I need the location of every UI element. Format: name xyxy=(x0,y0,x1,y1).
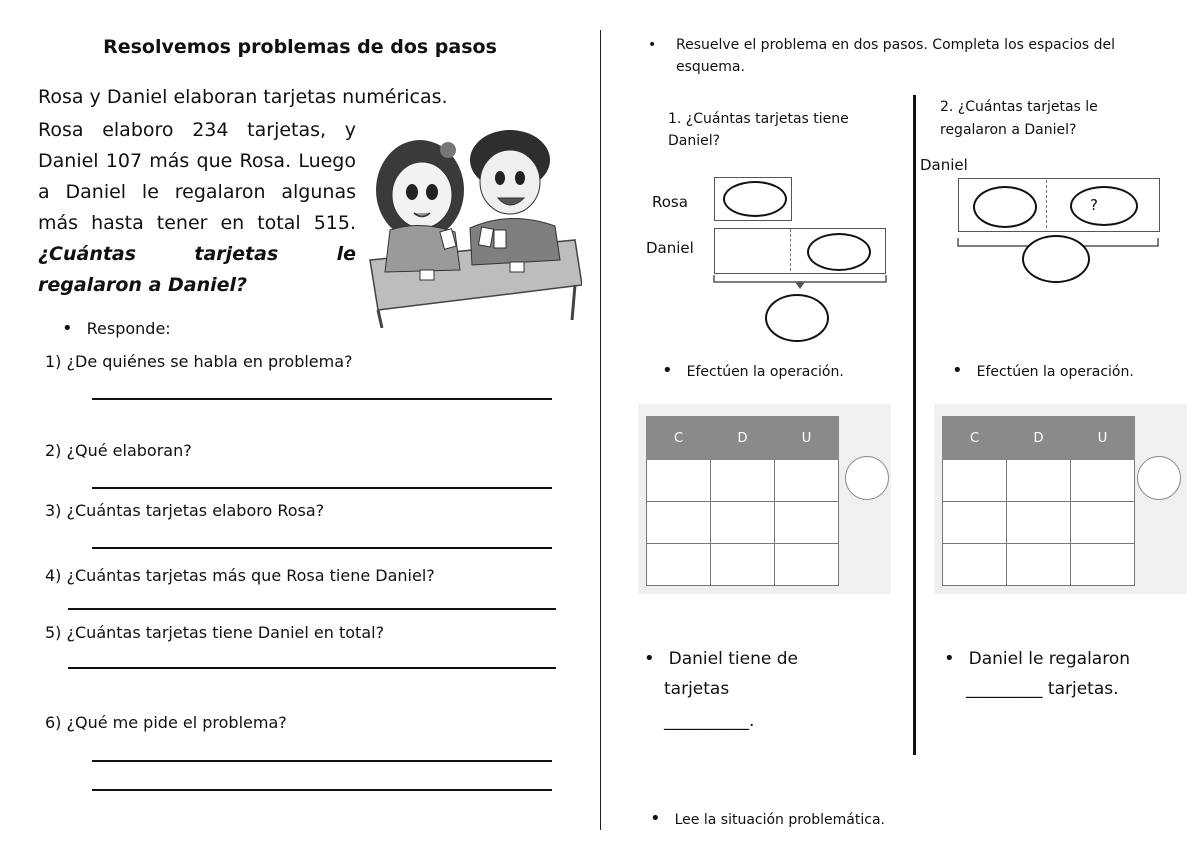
question-2: 2) ¿Qué elaboran? xyxy=(45,441,192,460)
problem-paragraph xyxy=(38,115,356,301)
efectuen-right: • Efectúen la operación. xyxy=(952,360,1134,381)
cell[interactable] xyxy=(711,544,775,586)
cell[interactable] xyxy=(1007,544,1071,586)
step2-question: 2. ¿Cuántas tarjetas le regalaron a Daniel? xyxy=(940,99,1098,138)
instruction-text: Resuelve el problema en dos pasos. Completa los espacios del esquema. xyxy=(676,37,1116,75)
operation-sign-circle-right[interactable] xyxy=(1137,456,1181,500)
cell[interactable] xyxy=(711,460,775,502)
responde-label: • Responde: xyxy=(62,318,171,339)
cell[interactable] xyxy=(1071,502,1135,544)
header-c: C xyxy=(647,417,711,460)
column-divider xyxy=(600,30,601,830)
answer-line-4[interactable] xyxy=(68,608,556,610)
answer-line-2[interactable] xyxy=(92,487,552,489)
daniel-label: Daniel xyxy=(646,239,694,257)
cell[interactable] xyxy=(711,502,775,544)
children-cards-illustration xyxy=(360,120,582,328)
header-d: D xyxy=(1007,417,1071,460)
daniel-label-right: Daniel xyxy=(920,156,968,174)
problem-text: Rosa elaboro 234 tarjetas, y Daniel 107 más que Rosa. Luego a Daniel le regalaron algunas más hasta tener en total 515. xyxy=(38,119,356,234)
answer-left-line2: tarjetas xyxy=(664,679,730,699)
operation-sign-circle-left[interactable] xyxy=(845,456,889,500)
page-title: Resolvemos problemas de dos pasos xyxy=(103,36,497,58)
rosa-label: Rosa xyxy=(652,193,688,211)
question-6: 6) ¿Qué me pide el problema? xyxy=(45,713,287,732)
header-u: U xyxy=(1071,417,1135,460)
daniel-cards-oval[interactable] xyxy=(973,186,1037,228)
answer-left-blank[interactable]: __________. xyxy=(664,711,755,731)
total-oval[interactable] xyxy=(1022,235,1090,283)
intro-line: Rosa y Daniel elaboran tarjetas numéricas. xyxy=(38,86,448,108)
header-d: D xyxy=(711,417,775,460)
cell[interactable] xyxy=(1007,460,1071,502)
cell[interactable] xyxy=(647,502,711,544)
answer-line-6b[interactable] xyxy=(92,789,552,791)
cell[interactable] xyxy=(775,460,839,502)
answer-right-line2[interactable]: _________ tarjetas. xyxy=(966,679,1119,699)
cell[interactable] xyxy=(943,460,1007,502)
question-4: 4) ¿Cuántas tarjetas más que Rosa tiene Daniel? xyxy=(45,566,435,585)
cell[interactable] xyxy=(647,544,711,586)
problem-question: ¿Cuántas tarjetas le regalaron a Daniel? xyxy=(38,243,356,296)
efectuen-left: • Efectúen la operación. xyxy=(662,360,844,381)
cell[interactable] xyxy=(1071,544,1135,586)
question-mark: ? xyxy=(1090,196,1098,214)
cell[interactable] xyxy=(647,460,711,502)
cdu-table-left xyxy=(646,416,839,586)
cell[interactable] xyxy=(1071,460,1135,502)
step1-question: 1. ¿Cuántas tarjetas tiene Daniel? xyxy=(668,111,849,149)
question-3: 3) ¿Cuántas tarjetas elaboro Rosa? xyxy=(45,501,325,520)
question-5: 5) ¿Cuántas tarjetas tiene Daniel en total? xyxy=(45,623,385,642)
daniel-total-oval[interactable] xyxy=(765,294,829,342)
header-c: C xyxy=(943,417,1007,460)
daniel-total-bar-divider xyxy=(1046,180,1047,228)
gifted-cards-oval[interactable] xyxy=(1070,186,1138,226)
answer-line-5[interactable] xyxy=(68,667,556,669)
rosa-oval[interactable] xyxy=(723,181,787,217)
answer-line-6a[interactable] xyxy=(92,760,552,762)
answer-line-3[interactable] xyxy=(92,547,552,549)
cell[interactable] xyxy=(775,544,839,586)
daniel-bar-divider xyxy=(790,229,791,271)
cell[interactable] xyxy=(943,544,1007,586)
footer-instruction: • Lee la situación problemática. xyxy=(650,808,885,829)
daniel-brace xyxy=(712,275,888,295)
cdu-table-right xyxy=(942,416,1135,586)
instruction: • Resuelve el problema en dos pasos. Completa los espacios del esquema. xyxy=(648,34,1168,78)
cell[interactable] xyxy=(775,502,839,544)
answer-left-line1: • Daniel tiene de xyxy=(644,645,798,673)
step-divider xyxy=(913,95,916,755)
answer-right-line1: • Daniel le regalaron xyxy=(944,645,1130,673)
cell[interactable] xyxy=(1007,502,1071,544)
header-u: U xyxy=(775,417,839,460)
daniel-extra-oval[interactable] xyxy=(807,233,871,271)
cell[interactable] xyxy=(943,502,1007,544)
answer-line-1[interactable] xyxy=(92,398,552,400)
question-1: 1) ¿De quiénes se habla en problema? xyxy=(45,352,353,371)
